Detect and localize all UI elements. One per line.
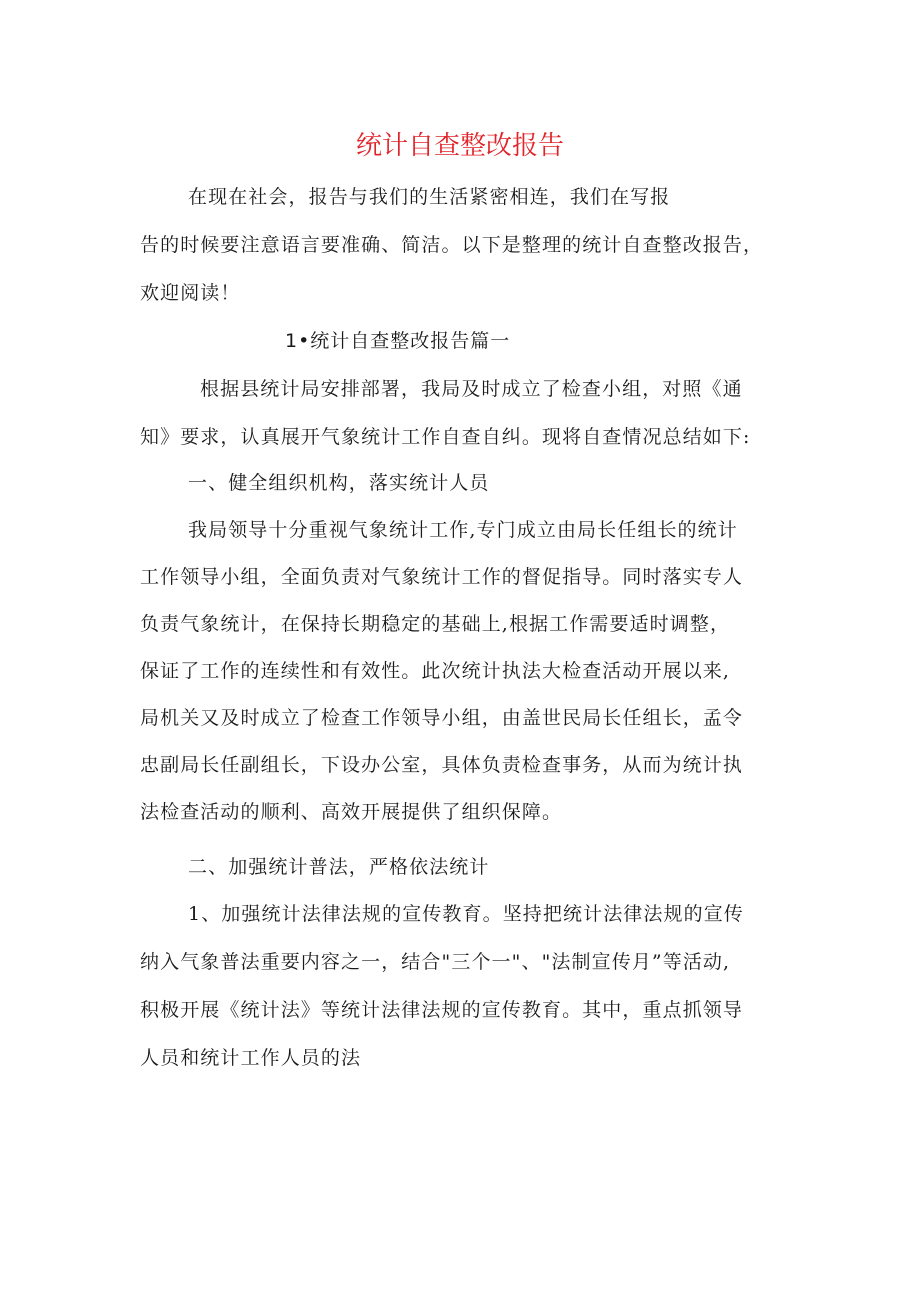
para1-line-2: 知》要求，认真展开气象统计工作自查自纠。现将自查情况总结如下:	[140, 426, 751, 448]
para2-line-3: 负责气象统计，在保持长期稳定的基础上,根据工作需要适时调整，	[140, 613, 731, 635]
para2-line-7: 法检查活动的顺利、高效开展提供了组织保障。	[140, 801, 563, 823]
para1-line-1: 根据县统计局安排部署，我局及时成立了检查小组，对照《通	[200, 378, 743, 400]
para2-line-2: 工作领导小组，全面负责对气象统计工作的督促指导。同时落实专人	[140, 566, 744, 588]
intro-line-1: 在现在社会，报告与我们的生活紧密相连，我们在写报	[188, 186, 671, 208]
para3-line-4: 人员和统计工作人员的法	[140, 1047, 362, 1069]
para2-line-4: 保证了工作的连续性和有效性。此次统计执法大检查活动开展以来,	[140, 660, 731, 682]
heading-2: 二、加强统计普法，严格依法统计	[188, 856, 490, 878]
para3-line-2: 纳入气象普法重要内容之一，结合"三个一"、"法制宣传月”等活动,	[140, 951, 731, 973]
heading-1: 一、健全组织机构，落实统计人员	[188, 472, 490, 494]
para2-line-5: 局机关又及时成立了检查工作领导小组，由盖世民局长任组长，孟令	[140, 707, 744, 729]
intro-line-3: 欢迎阅读！	[140, 282, 241, 304]
section-title: 1•统计自查整改报告篇一	[285, 330, 511, 352]
document-title: 统计自查整改报告	[355, 131, 564, 161]
para2-line-6: 忠副局长任副组长，下设办公室，具体负责检查事务，从而为统计执	[140, 754, 744, 776]
para3-line-1: 1、加强统计法律法规的宣传教育。坚持把统计法律法规的宣传	[188, 903, 744, 925]
para3-line-3: 积极开展《统计法》等统计法律法规的宣传教育。其中，重点抓领导	[140, 999, 744, 1021]
intro-line-2: 告的时候要注意语言要准确、简洁。以下是整理的统计自查整改报告，	[140, 234, 764, 256]
para2-line-1: 我局领导十分重视气象统计工作,专门成立由局长任组长的统计	[188, 519, 738, 541]
